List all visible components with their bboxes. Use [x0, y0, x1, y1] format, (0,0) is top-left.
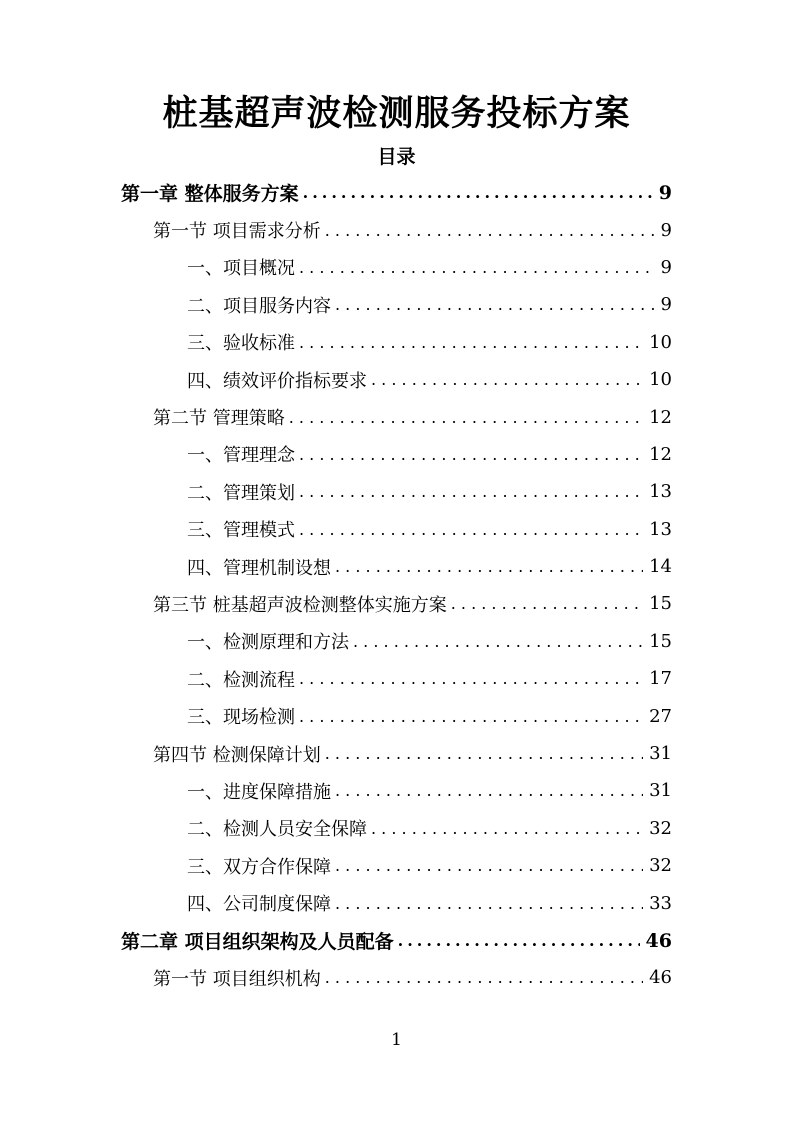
toc-entry-label: 四、管理机制设想 — [187, 557, 331, 579]
toc-entry[interactable] — [0, 211, 793, 248]
toc-entry-label: 第四节 检测保障计划 — [153, 744, 321, 766]
toc-entry-page: 33 — [649, 892, 672, 914]
toc-entry-page: 31 — [649, 780, 672, 802]
toc-entry-page: 31 — [649, 743, 672, 765]
toc-entry-page: 46 — [649, 967, 672, 989]
toc-entry[interactable] — [0, 324, 793, 361]
toc-leader-dots — [353, 632, 643, 651]
toc-leader-dots — [371, 819, 643, 838]
toc-entry-label: 四、绩效评价指标要求 — [187, 370, 367, 392]
toc-leader-dots — [335, 295, 655, 314]
toc-heading: 目录 — [377, 146, 416, 168]
toc-entry[interactable] — [0, 959, 793, 996]
toc-entry-page: 17 — [649, 668, 672, 690]
toc-entry[interactable] — [0, 436, 793, 473]
toc-leader-dots — [299, 482, 643, 501]
toc-entry-label: 第二章 项目组织架构及人员配备 — [121, 931, 394, 953]
toc-entry-label: 三、现场检测 — [187, 707, 295, 729]
toc-entry[interactable] — [0, 585, 793, 622]
toc-entry-page: 10 — [649, 331, 672, 353]
toc-leader-dots — [451, 594, 643, 613]
toc-leader-dots — [303, 183, 653, 202]
toc-entry[interactable] — [0, 660, 793, 697]
toc-entry-label: 三、验收标准 — [187, 333, 295, 355]
toc-entry[interactable] — [0, 922, 793, 959]
toc-entry-label: 二、检测流程 — [187, 669, 295, 691]
toc-entry-page: 10 — [649, 369, 672, 391]
toc-entry-label: 第二节 管理策略 — [153, 408, 285, 430]
toc-entry[interactable] — [0, 174, 793, 211]
toc-entry[interactable] — [0, 473, 793, 510]
toc-entry-label: 三、管理模式 — [187, 520, 295, 542]
toc-entry-label: 四、公司制度保障 — [187, 894, 331, 916]
toc-entry-page: 12 — [649, 406, 672, 428]
toc-leader-dots — [398, 931, 640, 950]
toc-entry-page: 13 — [649, 518, 672, 540]
toc-entry-label: 二、项目服务内容 — [187, 295, 331, 317]
toc-entry[interactable] — [0, 697, 793, 734]
toc-leader-dots — [325, 968, 643, 987]
toc-leader-dots — [371, 370, 643, 389]
toc-entry-label: 一、项目概况 — [187, 258, 295, 280]
toc-leader-dots — [335, 856, 643, 875]
toc-entry[interactable] — [0, 847, 793, 884]
toc-entry-page: 27 — [649, 705, 672, 727]
toc-leader-dots — [299, 445, 643, 464]
toc-entry-label: 第一节 项目需求分析 — [153, 221, 321, 243]
toc-entry-label: 第三节 桩基超声波检测整体实施方案 — [153, 594, 447, 616]
toc-entry[interactable] — [0, 623, 793, 660]
toc-entry-label: 第一节 项目组织机构 — [153, 968, 321, 990]
toc-leader-dots — [299, 669, 643, 688]
toc-leader-dots — [335, 781, 643, 800]
toc-entry[interactable] — [0, 249, 793, 286]
toc-entry[interactable] — [0, 361, 793, 398]
toc-entry-label: 一、管理理念 — [187, 445, 295, 467]
toc-leader-dots — [335, 557, 643, 576]
toc-entry-page: 9 — [658, 181, 672, 204]
toc-entry-page: 9 — [660, 294, 672, 316]
toc-entry-label: 二、检测人员安全保障 — [187, 819, 367, 841]
toc-leader-dots — [299, 333, 643, 352]
toc-entry[interactable] — [0, 810, 793, 847]
toc-entry-label: 一、进度保障措施 — [187, 781, 331, 803]
toc-entry-page: 12 — [649, 443, 672, 465]
toc-leader-dots — [289, 408, 643, 427]
toc-entry-page: 32 — [649, 855, 672, 877]
toc-entry[interactable] — [0, 548, 793, 585]
document-title: 桩基超声波检测服务投标方案 — [162, 93, 631, 134]
toc-entry[interactable] — [0, 398, 793, 435]
toc-entry-label: 二、管理策划 — [187, 482, 295, 504]
toc-entry-label: 第一章 整体服务方案 — [121, 183, 299, 206]
toc-entry-page: 46 — [645, 929, 672, 952]
toc-leader-dots — [335, 894, 643, 913]
toc-entry-page: 13 — [649, 481, 672, 503]
toc-leader-dots — [325, 221, 655, 240]
toc-entry[interactable] — [0, 735, 793, 772]
page-number: 1 — [391, 1030, 402, 1050]
toc-entry[interactable] — [0, 772, 793, 809]
toc-entry-page: 9 — [660, 219, 672, 241]
toc-entry[interactable] — [0, 884, 793, 921]
toc-leader-dots — [325, 744, 643, 763]
table-of-contents — [0, 174, 793, 997]
toc-leader-dots — [299, 258, 655, 277]
toc-leader-dots — [299, 520, 643, 539]
toc-entry-label: 三、双方合作保障 — [187, 856, 331, 878]
toc-entry-page: 15 — [649, 630, 672, 652]
toc-entry-label: 一、检测原理和方法 — [187, 632, 349, 654]
toc-entry-page: 15 — [649, 593, 672, 615]
toc-entry[interactable] — [0, 511, 793, 548]
toc-entry-page: 32 — [649, 817, 672, 839]
toc-entry-page: 14 — [649, 556, 672, 578]
toc-entry[interactable] — [0, 286, 793, 323]
toc-leader-dots — [299, 707, 643, 726]
toc-entry-page: 9 — [660, 256, 672, 278]
